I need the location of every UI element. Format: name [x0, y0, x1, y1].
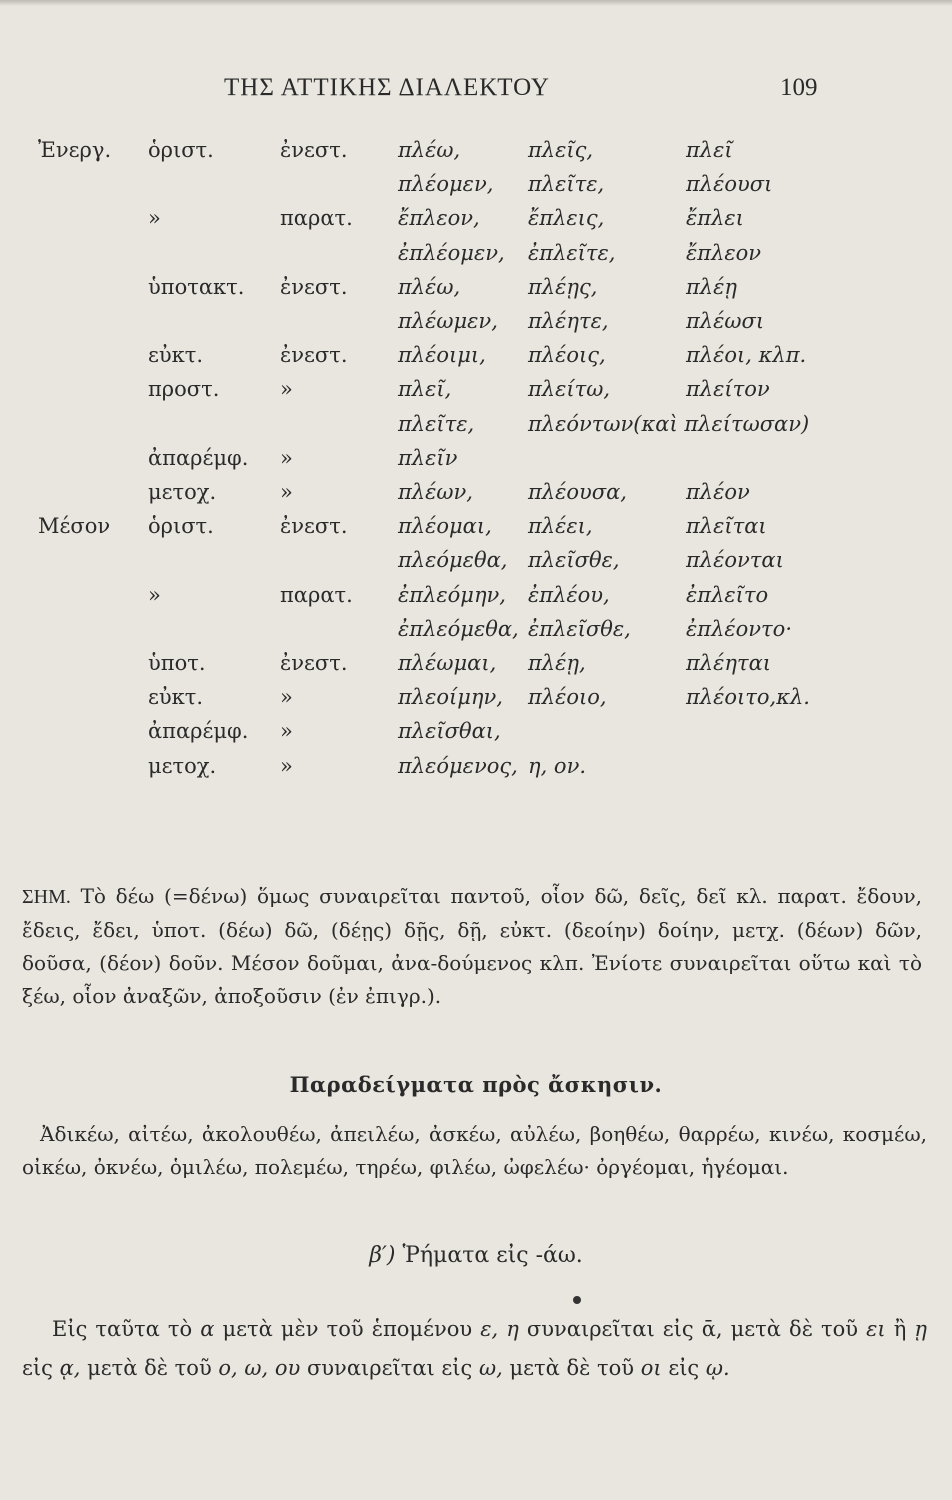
rule-letter: ῃ [914, 1317, 927, 1341]
rule-letter: α [200, 1317, 215, 1341]
conjugation-row [0, 206, 952, 240]
tense-cell: » [280, 377, 293, 402]
rule-text-part: Εἰς ταῦτα τὸ [52, 1317, 201, 1341]
rule-letter: ο, ω, ου [218, 1356, 301, 1380]
voice-cell: Ἐνεργ. [38, 138, 112, 162]
form-cell: ἐπλέου, [528, 582, 610, 607]
page-header [0, 74, 952, 114]
form-cell: ἐπλέοντο· [686, 616, 792, 641]
section-heading [0, 1243, 952, 1268]
tense-cell: ἐνεστ. [280, 651, 348, 675]
form-cell: πλείτον [686, 377, 770, 402]
form-cell: πλέοιτο,κλ. [686, 685, 810, 710]
form-cell: πλέουσι [686, 172, 773, 197]
mood-cell: εὐκτ. [148, 343, 204, 368]
conjugation-row [0, 651, 952, 685]
voice-cell: Μέσον [38, 514, 111, 539]
conjugation-row [0, 583, 952, 617]
rule-letter: οι [640, 1356, 662, 1380]
form-cell: πλεῖσθαι, [398, 719, 501, 744]
tense-cell: ἐνεστ. [280, 138, 348, 162]
conjugation-row [0, 275, 952, 309]
form-cell: πλεόμενος, [398, 753, 518, 778]
rule-text-part: εἰς [22, 1356, 60, 1380]
running-title: ΤΗΣ ΑΤΤΙΚΗΣ ΔΙΑΛΕΚΤΟΥ [224, 74, 550, 101]
mood-cell: προστ. [148, 377, 220, 402]
form-cell: πλεόμεθα, [398, 548, 508, 573]
conjugation-row [0, 309, 952, 343]
conjugation-row [0, 617, 952, 651]
note-text: Τὸ δέω (=δένω) ὅμως συναιρεῖται παντοῦ, οἷον δῶ, δεῖς, δεῖ κλ. παρατ. ἔδουν, ἔδεις, ἔδει, ὑποτ. (δέω) δῶ, (δέῃς) δῇς, δῇ, εὐκτ. (δεοίην) δοίην, μετχ. (δέων) δῶν, δοῦσα, (δέον) δοῦν. Μέσον δοῦμαι, ἀνα-δούμενος κλπ. Ἐνίοτε συναιρεῖται οὕτω καὶ τὸ ξέω, οἷον ἀναξῶν, ἀποξοῦσιν (ἐν ἐπιγρ.). [22, 884, 922, 1008]
conjugation-row [0, 172, 952, 206]
tense-cell: ἐνεστ. [280, 343, 348, 368]
mood-cell: ἀπαρέμφ. [148, 445, 249, 470]
form-cell: πλέωσι [686, 309, 765, 333]
form-cell: πλεῖται [686, 514, 767, 539]
mood-cell: ὑποτ. [148, 651, 206, 675]
form-cell: πλέοις, [528, 343, 606, 368]
tense-cell: ἐνεστ. [280, 274, 348, 299]
form-cell: πλεόντων(καὶ πλείτωσαν) [528, 411, 810, 436]
conjugation-row [0, 480, 952, 514]
conjugation-row [0, 138, 952, 172]
section-letter: β′) [369, 1243, 396, 1268]
form-cell: πλέει, [528, 514, 593, 539]
form-cell: ἐπλεῖτε, [528, 240, 616, 265]
form-cell: ἐπλεῖσθε, [528, 616, 631, 641]
rule-letter: ει [866, 1317, 886, 1341]
conjugation-row [0, 754, 952, 788]
form-cell: η, ον. [528, 753, 587, 778]
conjugation-row [0, 446, 952, 480]
tense-cell: » [280, 480, 293, 504]
tense-cell: » [280, 753, 293, 778]
form-cell: πλέων, [398, 480, 473, 504]
form-cell: πλεῖ [686, 138, 733, 162]
conjugation-row [0, 548, 952, 582]
rule-text-part: μετὰ μὲν τοῦ ἑπομένου [214, 1317, 481, 1341]
note-paragraph [22, 880, 922, 1013]
page-edge-shadow [0, 0, 952, 6]
tense-cell: » [280, 719, 293, 744]
rule-text-part: μετὰ δὲ τοῦ [502, 1356, 641, 1380]
form-cell: πλεῖν [398, 445, 458, 470]
rule-letter: ω, [478, 1356, 503, 1380]
form-cell: πλέηται [686, 651, 771, 675]
form-cell: πλέωμαι, [398, 651, 497, 675]
rule-text-part: ἢ [885, 1317, 915, 1341]
form-cell: πλέητε, [528, 309, 609, 333]
form-cell: πλεῖτε, [528, 172, 605, 197]
mood-cell: ὑποτακτ. [148, 274, 245, 299]
form-cell: πλέω, [398, 274, 461, 299]
form-cell: πλέοι, κλπ. [686, 343, 807, 368]
form-cell: πλέῃς, [528, 274, 598, 299]
form-cell: ἔπλεις, [528, 206, 605, 231]
rule-text-part: συναιρεῖται εἰς [300, 1356, 479, 1380]
note-lead: ΣΗΜ. [22, 886, 71, 908]
ink-dot [573, 1296, 581, 1304]
form-cell: πλέω, [398, 138, 461, 162]
exercise-text: Ἀδικέω, αἰτέω, ἀκολουθέω, ἀπειλέω, ἀσκέω, αὐλέω, βοηθέω, θαρρέω, κινέω, κοσμέω, οἰκέω, ὀκνέω, ὁμιλέω, πολεμέω, τηρέω, φιλέω, ὠφελέω· ὀργέομαι, ἡγέομαι. [22, 1122, 927, 1179]
form-cell: ἔπλεον, [398, 206, 480, 231]
form-cell: πλέῃ [686, 274, 737, 299]
exercise-heading: Παραδείγματα πρὸς ἄσκησιν. [289, 1072, 663, 1097]
form-cell: πλέοιμι, [398, 343, 486, 368]
form-cell: πλέομαι, [398, 514, 492, 539]
form-cell: πλεῖς, [528, 138, 594, 162]
form-cell: πλεῖσθε, [528, 548, 620, 573]
rule-text-part: μετὰ δὲ τοῦ [80, 1356, 219, 1380]
conjugation-row [0, 377, 952, 411]
rule-paragraph [22, 1310, 927, 1388]
rule-letter: ε, η [480, 1317, 519, 1341]
mood-cell: ἀπαρέμφ. [148, 719, 249, 744]
form-cell: ἔπλει [686, 206, 744, 231]
conjugation-row [0, 343, 952, 377]
tense-cell: παρατ. [280, 582, 353, 607]
tense-cell: παρατ. [280, 206, 353, 231]
conjugation-row [0, 514, 952, 548]
mood-cell: εὐκτ. [148, 685, 204, 710]
rule-text-part: εἰς [661, 1356, 706, 1380]
form-cell: πλέον [686, 480, 750, 504]
mood-cell: μετοχ. [148, 753, 217, 778]
conjugation-row [0, 685, 952, 719]
conjugation-row [0, 719, 952, 753]
form-cell: ἔπλεον [686, 240, 762, 265]
form-cell: πλεῖ, [398, 377, 452, 402]
form-cell: ἐπλεῖτο [686, 582, 769, 607]
form-cell: πλέομεν, [398, 172, 494, 197]
form-cell: πλέονται [686, 548, 784, 573]
form-cell: πλεῖτε, [398, 411, 475, 436]
rule-letter: ῳ. [705, 1356, 730, 1380]
form-cell: πλείτω, [528, 377, 611, 402]
tense-cell: » [280, 445, 293, 470]
form-cell: πλέουσα, [528, 480, 627, 504]
form-cell: πλέῃ, [528, 651, 586, 675]
form-cell: ἐπλεόμην, [398, 582, 506, 607]
conjugation-row [0, 241, 952, 275]
form-cell: ἐπλέομεν, [398, 240, 505, 265]
page-number: 109 [780, 74, 818, 101]
form-cell: ἐπλεόμεθα, [398, 616, 519, 641]
conjugation-row [0, 412, 952, 446]
rule-text-part: συναιρεῖται εἰς ᾱ, μετὰ δὲ τοῦ [518, 1317, 867, 1341]
mood-cell: » [148, 206, 161, 231]
mood-cell: » [148, 582, 161, 607]
mood-cell: ὁριστ. [148, 138, 214, 162]
rule-letter: ᾳ, [59, 1356, 81, 1380]
mood-cell: μετοχ. [148, 480, 217, 504]
form-cell: πλέωμεν, [398, 309, 498, 333]
section-title: Ῥήματα εἰς -άω. [402, 1243, 583, 1268]
form-cell: πλέοιο, [528, 685, 607, 710]
form-cell: πλεοίμην, [398, 685, 503, 710]
tense-cell: » [280, 685, 293, 710]
tense-cell: ἐνεστ. [280, 514, 348, 539]
mood-cell: ὁριστ. [148, 514, 214, 539]
